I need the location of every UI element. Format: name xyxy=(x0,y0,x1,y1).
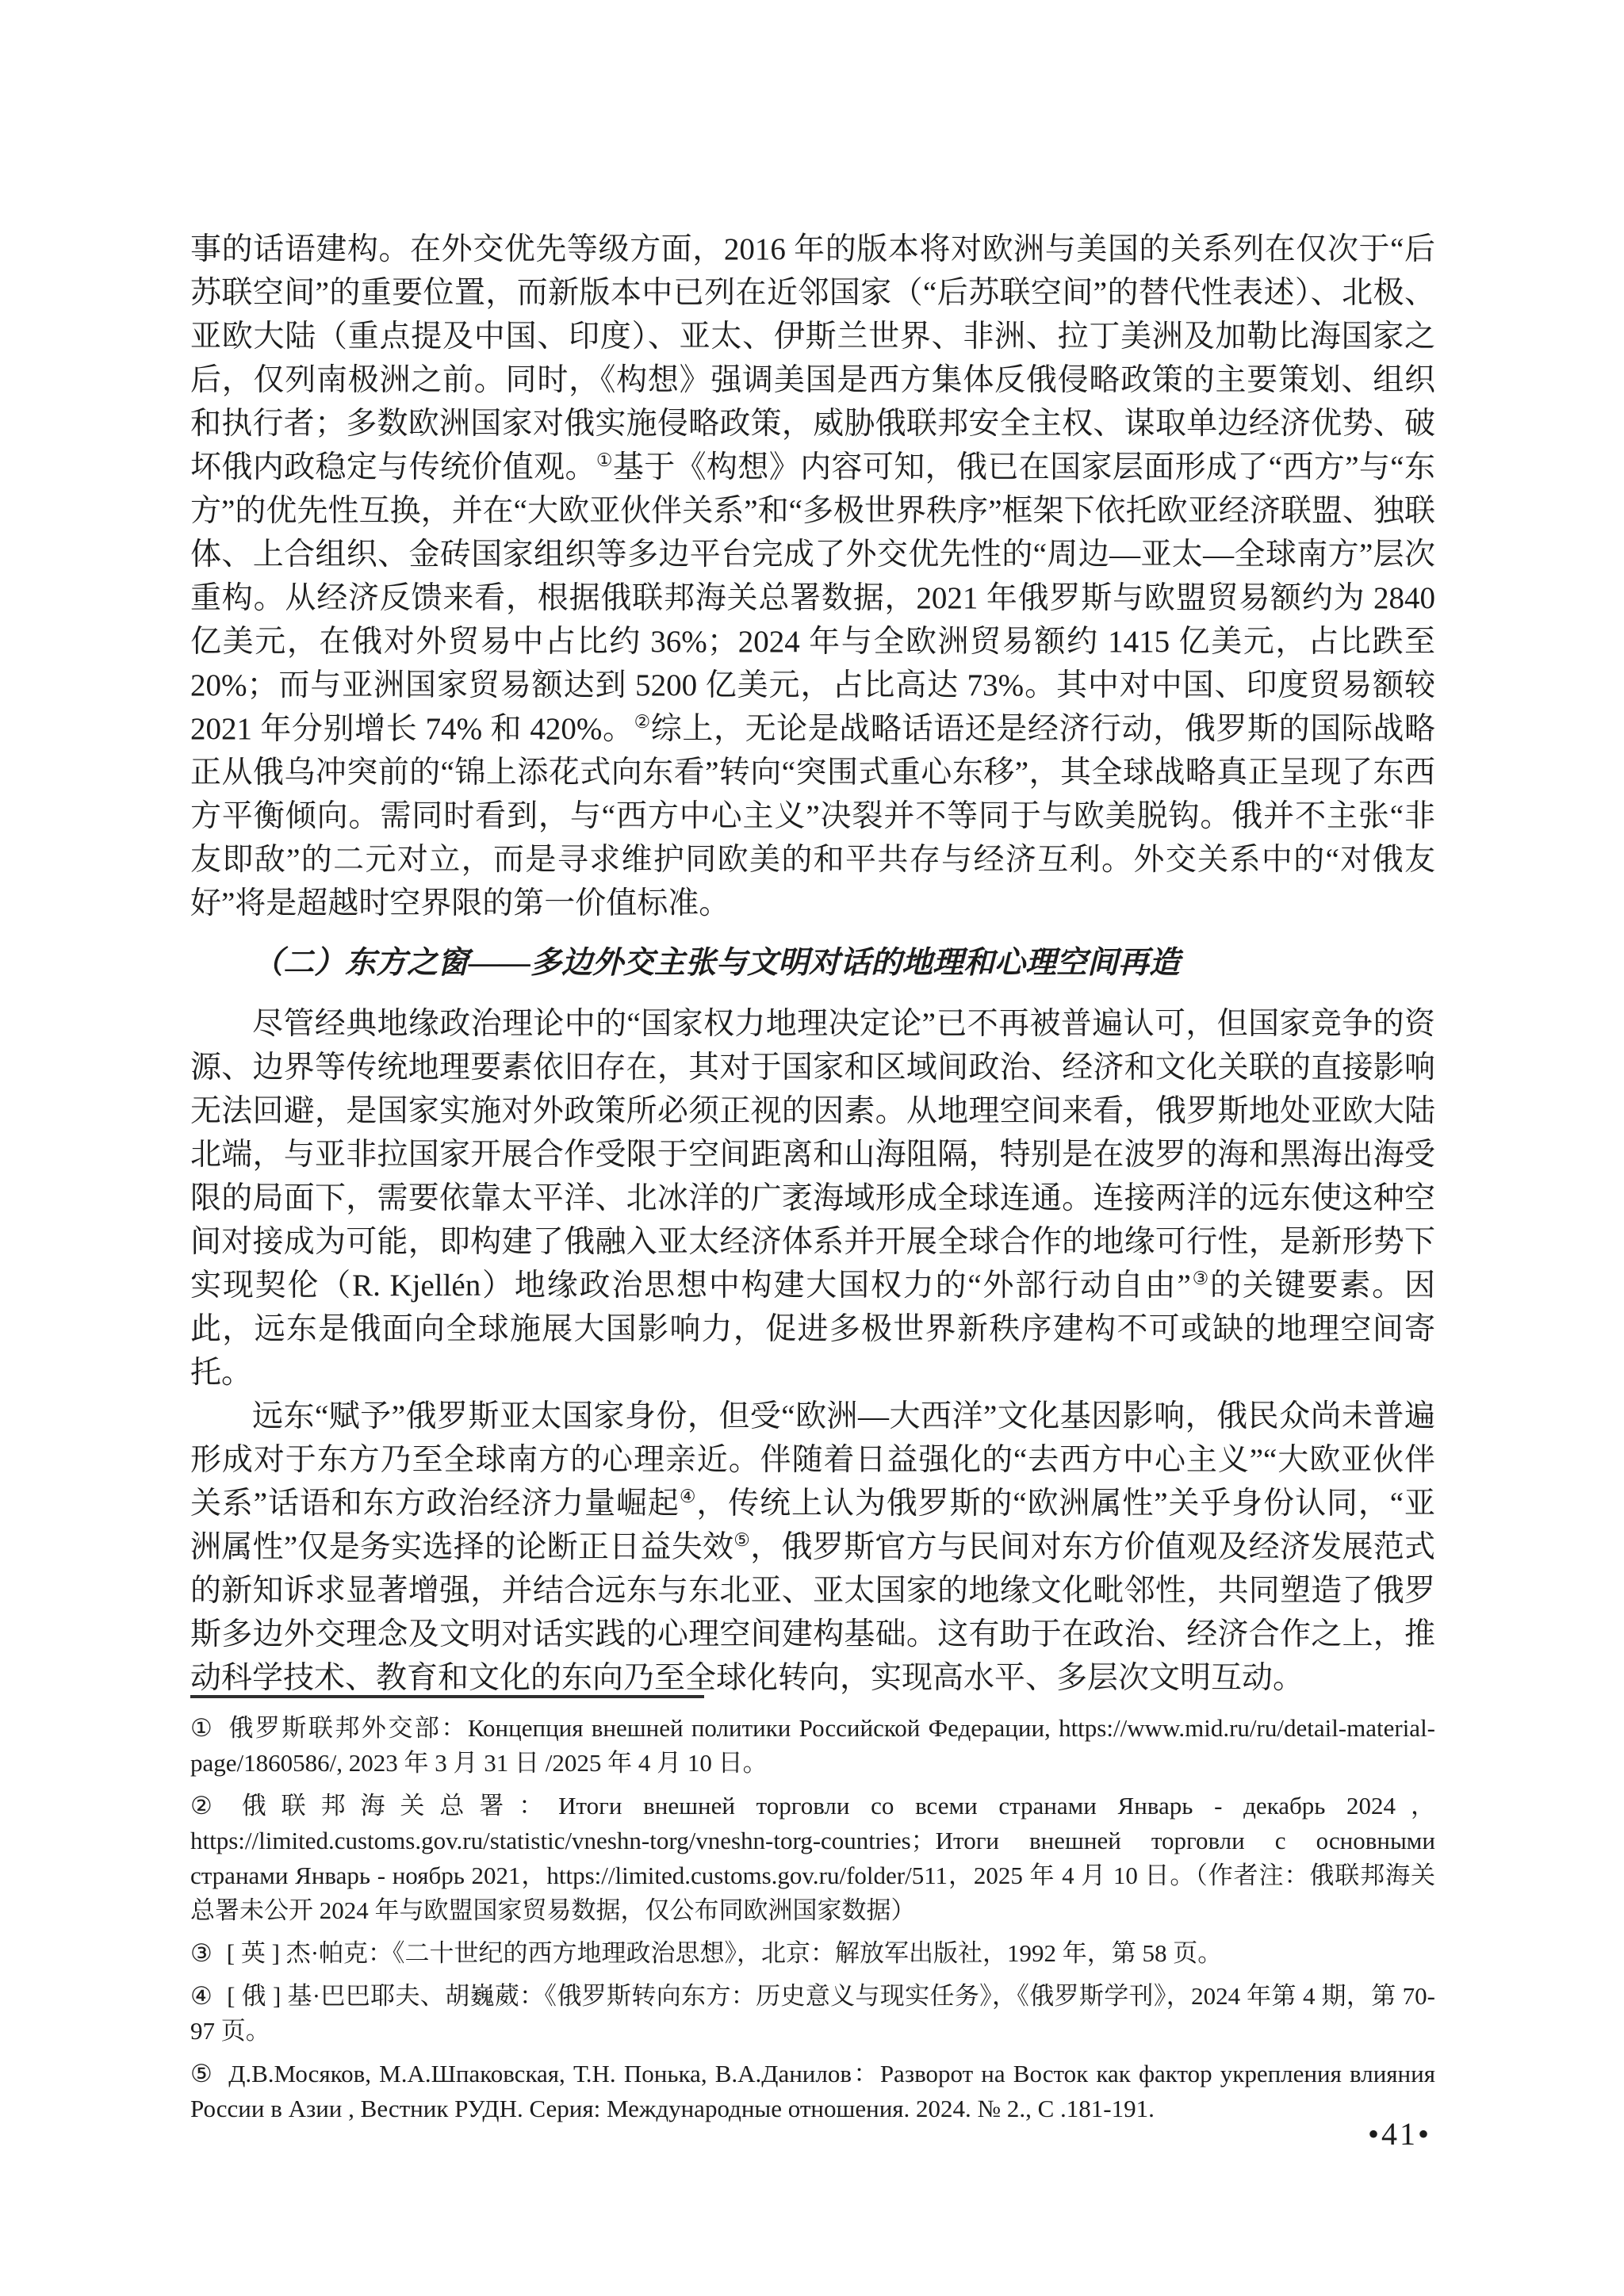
footnote-separator-rule xyxy=(190,1695,704,1698)
footnote-marker: ⑤ xyxy=(190,2060,215,2087)
footnote-marker: ① xyxy=(190,1714,215,1742)
body-text: 事的话语建构。在外交优先等级方面，2016 年的版本将对欧洲与美国的关系列在仅次于“后苏联空间”的重要位置，而新版本中已列在近邻国家（“后苏联空间”的替代性表述）、北极、亚欧大陆（重点提及中国、印度）、亚太、伊斯兰世界、非洲、拉丁美洲及加勒比海国家之后，仅列南极洲之前。同时，《构想》强调美国是西方集体反俄侵略政策的主要策划、组织和执行者；多数欧洲国家对俄实施侵略政策，威胁俄联邦安全主权、谋取单边经济优势、破坏俄内政稳定与传统价值观。 xyxy=(190,232,1435,484)
body-paragraph xyxy=(190,1395,1435,1700)
body-paragraph xyxy=(190,1002,1435,1395)
body-paragraph xyxy=(190,228,1435,925)
body-text: 远东“赋予”俄罗斯亚太国家身份，但受“欧洲—大西洋”文化基因影响，俄民众尚未普遍形成对于东方乃至全球南方的心理亲近。伴随着日益强化的“去西方中心主义”“大欧亚伙伴关系”话语和东方政治经济力量崛起 xyxy=(190,1399,1435,1521)
footnote-item xyxy=(190,1711,1435,1781)
footnotes-section xyxy=(190,1695,1435,2134)
footnote-ref-marker: ② xyxy=(634,712,651,732)
body-text: 基于《构想》内容可知，俄已在国家层面形成了“西方”与“东方”的优先性互换，并在“大欧亚伙伴关系”和“多极世界秩序”框架下依托欧亚经济联盟、独联体、上合组织、金砖国家组织等多边平台完成了外交优先性的“周边—亚太—全球南方”层次重构。从经济反馈来看，根据俄联邦海关总署数据，2021 年俄罗斯与欧盟贸易额约为 2840 亿美元，在俄对外贸易中占比约 36%；2024 年与全欧洲贸易额约 1415 亿美元，占比跌至 20%；而与亚洲国家贸易额达到 5200 亿美元，占比高达 73%。其中对中国、印度贸易额较 2021 年分别增长 74% 和 420%。 xyxy=(190,450,1435,746)
footnote-text: 俄联邦海关总署：Итоги внешней торговли со всеми странами Январь - декабрь 2024，https://limited.customs.gov.ru/statistic/vneshn-torg/vneshn-torg-countries；Итоги внешней торговли с основными странами Январь - ноябрь 2021，https://limited.customs.gov.ru/folder/511，2025 年 4 月 10 日。（作者注：俄联邦海关总署未公开 2024 年与欧盟国家贸易数据，仅公布同欧洲国家数据） xyxy=(190,1792,1435,1924)
footnote-item xyxy=(190,1936,1435,1971)
body-text: 尽管经典地缘政治理论中的“国家权力地理决定论”已不再被普遍认可，但国家竞争的资源、边界等传统地理要素依旧存在，其对于国家和区域间政治、经济和文化关联的直接影响无法回避，是国家实施对外政策所必须正视的因素。从地理空间来看，俄罗斯地处亚欧大陆北端，与亚非拉国家开展合作受限于空间距离和山海阻隔，特别是在波罗的海和黑海出海受限的局面下，需要依靠太平洋、北冰洋的广袤海域形成全球连通。连接两洋的远东使这种空间对接成为可能，即构建了俄融入亚太经济体系并开展全球合作的地缘可行性，是新形势下实现契伦（R. Kjellén）地缘政治思想中构建大国权力的“外部行动自由” xyxy=(190,1007,1435,1303)
footnote-text: 俄罗斯联邦外交部：Концепция внешней политики Российской Федерации, https://www.mid.ru/ru/detail-material-page/1860586/, 2023 年 3 月 31 日 /2025 年 4 月 10 日。 xyxy=(190,1714,1436,1777)
footnote-marker: ④ xyxy=(190,1982,213,2010)
footnote-ref-marker: ④ xyxy=(679,1487,697,1506)
article-body xyxy=(190,228,1435,1700)
page-number: •41• xyxy=(1367,2116,1431,2152)
footnote-list xyxy=(190,1711,1435,2126)
footnote-text: Д.В.Мосяков, М.А.Шпаковская, Т.Н. Понька, В.А.Данилов：Разворот на Восток как фактор укрепления влияния России в Азии , Вестник РУДН. Серия: Международные отношения. 2024. № 2., С .181-191. xyxy=(190,2060,1435,2122)
footnote-marker: ② xyxy=(190,1792,228,1820)
footnote-item xyxy=(190,1979,1435,2049)
footnote-ref-marker: ⑤ xyxy=(733,1530,751,1550)
footnote-ref-marker: ① xyxy=(596,450,613,470)
body-text: 综上，无论是战略话语还是经济行动，俄罗斯的国际战略正从俄乌冲突前的“锦上添花式向东看”转向“突围式重心东移”，其全球战略真正呈现了东西方平衡倾向。需同时看到，与“西方中心主义”决裂并不等同于与欧美脱钩。俄并不主张“非友即敌”的二元对立，而是寻求维护同欧美的和平共存与经济互利。外交关系中的“对俄友好”将是超越时空界限的第一价值标准。 xyxy=(190,712,1435,920)
footnote-ref-marker: ③ xyxy=(1190,1269,1211,1288)
section-heading: （二）东方之窗——多边外交主张与文明对话的地理和心理空间再造 xyxy=(252,946,1181,980)
body-text: ，俄罗斯官方与民间对东方价值观及经济发展范式的新知诉求显著增强，并结合远东与东北亚、亚太国家的地缘文化毗邻性，共同塑造了俄罗斯多边外交理念及文明对话实践的心理空间建构基础。这有助于在政治、经济合作之上，推动科学技术、教育和文化的东向乃至全球化转向，实现高水平、多层次文明互动。 xyxy=(190,1530,1436,1695)
footnote-text: [ 英 ] 杰·帕克：《二十世纪的西方地理政治思想》，北京：解放军出版社，1992 年，第 58 页。 xyxy=(226,1939,1223,1967)
body-text: ，传统上认为俄罗斯的“欧洲属性”关乎身份认同，“亚洲属性”仅是务实选择的论断正日益失效 xyxy=(190,1487,1436,1564)
footnote-marker: ③ xyxy=(190,1939,213,1967)
footnote-item xyxy=(190,2057,1435,2126)
body-text: 的关键要素。因此，远东是俄面向全球施展大国影响力，促进多极世界新秩序建构不可或缺的地理空间寄托。 xyxy=(190,1269,1435,1390)
footnote-text: [ 俄 ] 基·巴巴耶夫、胡巍葳：《俄罗斯转向东方：历史意义与现实任务》，《俄罗斯学刊》，2024 年第 4 期，第 70-97 页。 xyxy=(190,1982,1435,2045)
footnote-item xyxy=(190,1789,1435,1928)
